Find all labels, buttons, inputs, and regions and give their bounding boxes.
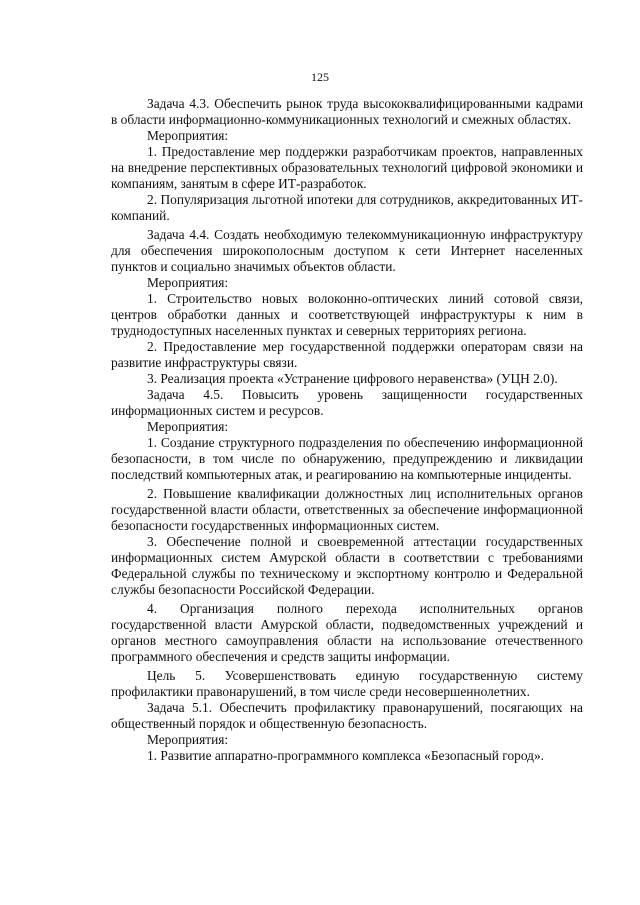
measure-item: 1. Развитие аппаратно-программного комплекса «Безопасный город». [147,748,545,763]
measure-item: 4. Организация полного перехода исполнительных органов государственной власти Амурской области, подведомственных учреждений и органов местного самоуправления области на использование отечественного программного обеспечения и средств защиты информации. [111,601,583,664]
measure-item: 1. Создание структурного подразделения по обеспечению информационной безопасности, в том числе по обнаружению, предупреждению и ликвидации последствий компьютерных атак, и реагированию на компьютерные инциденты. [111,435,583,482]
measures-heading: Мероприятия: [147,419,229,434]
measure-item: 1. Предоставление мер поддержки разработчикам проектов, направленных на внедрение перспективных образовательных технологий цифровой экономики и компаниям, занятым в сфере ИТ-разработок. [111,144,583,191]
measures-heading: Мероприятия: [147,128,229,143]
task-4-3-paragraph: Задача 4.3. Обеспечить рынок труда высококвалифицированными кадрами в области информационно-коммуникационных технологий и смежных областях. [111,96,583,127]
measures-heading: Мероприятия: [147,275,229,290]
document-body [111,96,583,764]
measures-heading: Мероприятия: [147,732,229,747]
page-number: 125 [311,70,329,84]
task-5-1-paragraph: Задача 5.1. Обеспечить профилактику правонарушений, посягающих на общественный порядок и общественную безопасность. [111,700,583,731]
task-4-5-paragraph: Задача 4.5. Повысить уровень защищенности государственных информационных систем и ресурсов. [111,387,583,418]
measure-item: 2. Повышение квалификации должностных лиц исполнительных органов государственной власти области, ответственных за обеспечение информационной безопасности государственных информационных систем. [111,486,583,533]
measure-item: 2. Предоставление мер государственной поддержки операторам связи на развитие инфраструктуры связи. [111,339,583,370]
measure-item: 2. Популяризация льготной ипотеки для сотрудников, аккредитованных ИТ-компаний. [111,192,583,223]
measure-item: 3. Обеспечение полной и своевременной аттестации государственных информационных систем Амурской области в соответствии с требованиями Федеральной службы по техническому и экспортному контролю и Федеральной службы безопасности Российской Федерации. [111,534,583,597]
measure-item: 3. Реализация проекта «Устранение цифрового неравенства» (УЦН 2.0). [147,371,558,386]
task-4-4-paragraph: Задача 4.4. Создать необходимую телекоммуникационную инфраструктуру для обеспечения широкополосным доступом к сети Интернет населенных пунктов и социально значимых объектов области. [111,227,583,274]
measure-item: 1. Строительство новых волоконно-оптических линий сотовой связи, центров обработки данных и соответствующей инфраструктуры к ним в труднодоступных населенных пунктах и северных территориях региона. [111,291,583,338]
goal-5-paragraph: Цель 5. Усовершенствовать единую государственную систему профилактики правонарушений, в том числе среди несовершеннолетних. [111,668,583,699]
